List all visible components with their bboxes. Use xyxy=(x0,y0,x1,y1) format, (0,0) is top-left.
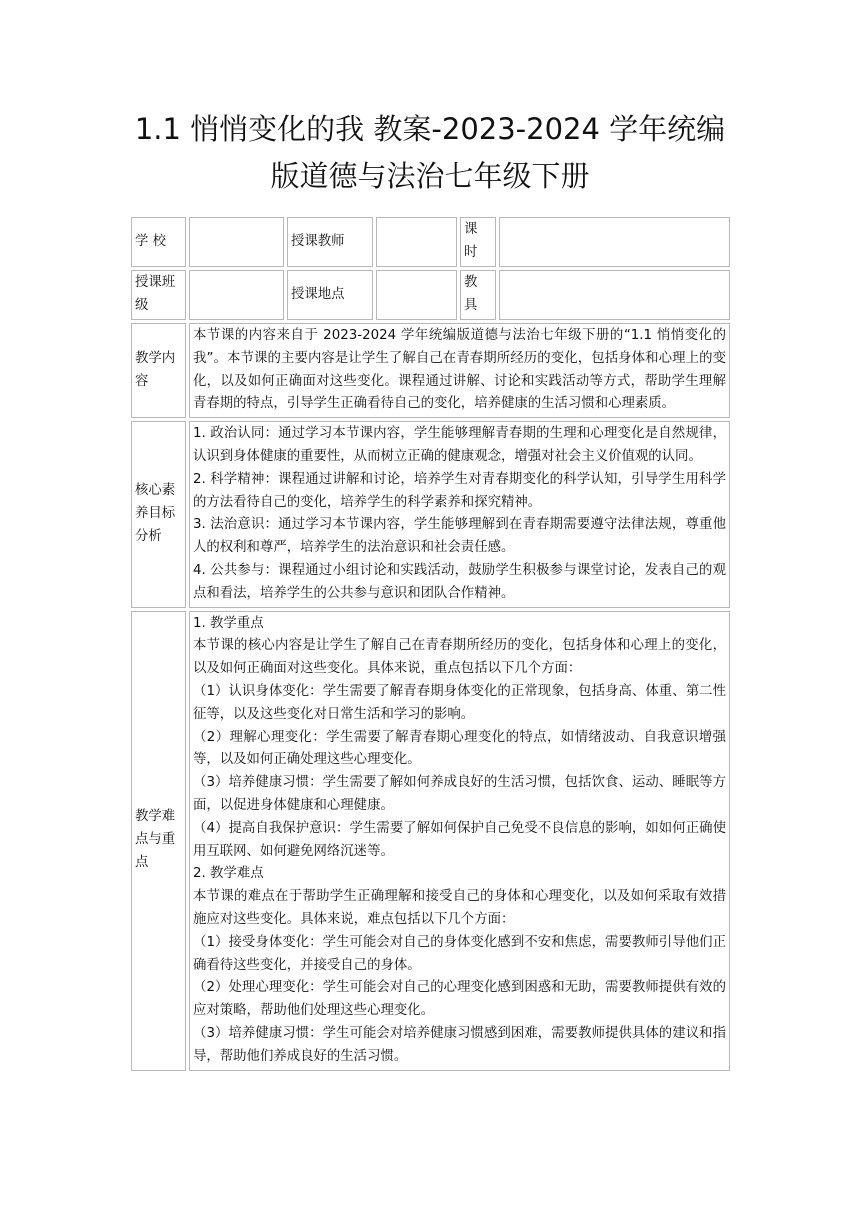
lesson-plan-table xyxy=(128,214,733,1074)
literacy-label: 核心素养目标分析 xyxy=(131,421,186,607)
school-value xyxy=(189,217,284,267)
title-line-2: 版道德与法治七年级下册 xyxy=(270,159,590,193)
period-value xyxy=(499,217,730,267)
teacher-value xyxy=(376,217,457,267)
difficulties-item: （1）接受身体变化：学生可能会对自己的身体变化感到不安和焦虑，需要教师引导他们正确看待这些变化，并接受自己的身体。 xyxy=(193,934,726,973)
class-value xyxy=(189,270,284,320)
period-label-char-2: 时 xyxy=(464,245,478,260)
document-title xyxy=(110,106,750,200)
literacy-item: 4. 公共参与：课程通过小组讨论和实践活动，鼓励学生积极参与课堂讨论，发表自己的观点和看法，培养学生的公共参与意识和团队合作精神。 xyxy=(193,562,726,601)
keypoints-item: （3）培养健康习惯：学生需要了解如何养成良好的生活习惯，包括饮食、运动、睡眠等方面，以促进身体健康和心理健康。 xyxy=(193,775,726,813)
difficulties-item: （3）培养健康习惯：学生可能会对培养健康习惯感到困难，需要教师提供具体的建议和指导，帮助他们养成良好的生活习惯。 xyxy=(193,1025,726,1064)
keypoints-item: （4）提高自我保护意识：学生需要了解如何保护自己免受不良信息的影响，如如何正确使用互联网、如何避免网络沉迷等。 xyxy=(193,820,726,859)
difficulties-paragraph: 本节课的难点在于帮助学生正确理解和接受自己的身体和心理变化，以及如何采取有效措施应对这些变化。具体来说，难点包括以下几个方面： xyxy=(193,889,726,927)
keypoints-item: （2）理解心理变化：学生需要了解青春期心理变化的特点，如情绪波动、自我意识增强等，以及如何正确处理这些心理变化。 xyxy=(193,729,726,768)
content-text: 本节课的内容来自于 2023-2024 学年统编版道德与法治七年级下册的“1.1 悄悄变化的我”。本节课的主要内容是让学生了解自己在青春期所经历的变化，包括身体和心理上的变化，以及如何正确面对这些变化。课程通过讲解、讨论和实践活动等方式，帮助学生理解青春期的特点，引导学生正确看待自己的变化，培养健康的生活习惯和心理素质。 xyxy=(189,323,730,418)
difficulties-heading: 2. 教学难点 xyxy=(193,866,264,882)
literacy-row xyxy=(131,421,730,607)
tools-label xyxy=(460,270,496,320)
keypoints-text xyxy=(189,611,730,1071)
difficulties-item: （2）处理心理变化：学生可能会对自己的心理变化感到困惑和无助，需要教师提供有效的应对策略，帮助他们处理这些心理变化。 xyxy=(193,980,726,1019)
literacy-item: 1. 政治认同：通过学习本节课内容，学生能够理解青春期的生理和心理变化是自然规律，认识到身体健康的重要性，从而树立正确的健康观念，增强对社会主义价值观的认同。 xyxy=(193,426,726,464)
content-row xyxy=(131,323,730,418)
class-label-part-1: 授课班 xyxy=(135,275,176,291)
literacy-item: 3. 法治意识：通过学习本节课内容，学生能够理解到在青春期需要遵守法律法规，尊重他人的权利和尊严，培养学生的法治意识和社会责任感。 xyxy=(193,517,726,556)
class-label-part-2: 级 xyxy=(135,298,149,313)
keypoints-paragraph: 本节课的核心内容是让学生了解自己在青春期所经历的变化，包括身体和心理上的变化，以及如何正确面对这些变化。具体来说，重点包括以下几个方面： xyxy=(193,638,726,677)
keypoints-label: 教学难点与重点 xyxy=(131,611,186,1071)
info-row-school xyxy=(131,217,730,267)
school-label: 学 校 xyxy=(131,217,186,267)
location-label: 授课地点 xyxy=(287,270,373,320)
keypoints-item: （1）认识身体变化：学生需要了解青春期身体变化的正常现象，包括身高、体重、第二性征等，以及这些变化对日常生活和学习的影响。 xyxy=(193,683,726,722)
keypoints-row xyxy=(131,611,730,1071)
period-label xyxy=(460,217,496,267)
location-value xyxy=(376,270,457,320)
tools-label-char-1: 教 xyxy=(464,275,478,291)
tools-value xyxy=(499,270,730,320)
tools-label-char-2: 具 xyxy=(464,298,478,313)
keypoints-heading: 1. 教学重点 xyxy=(193,615,264,631)
content-label: 教学内容 xyxy=(131,323,186,418)
teacher-label: 授课教师 xyxy=(287,217,373,267)
literacy-item: 2. 科学精神：课程通过讲解和讨论，培养学生对青春期变化的科学认知，引导学生用科学的方法看待自己的变化，培养学生的科学素养和探究精神。 xyxy=(193,471,726,510)
title-line-1: 1.1 悄悄变化的我 教案-2023-2024 学年统编 xyxy=(134,112,726,146)
info-row-class xyxy=(131,270,730,320)
period-label-char-1: 课 xyxy=(464,222,478,238)
class-label xyxy=(131,270,186,320)
literacy-text xyxy=(189,421,730,607)
